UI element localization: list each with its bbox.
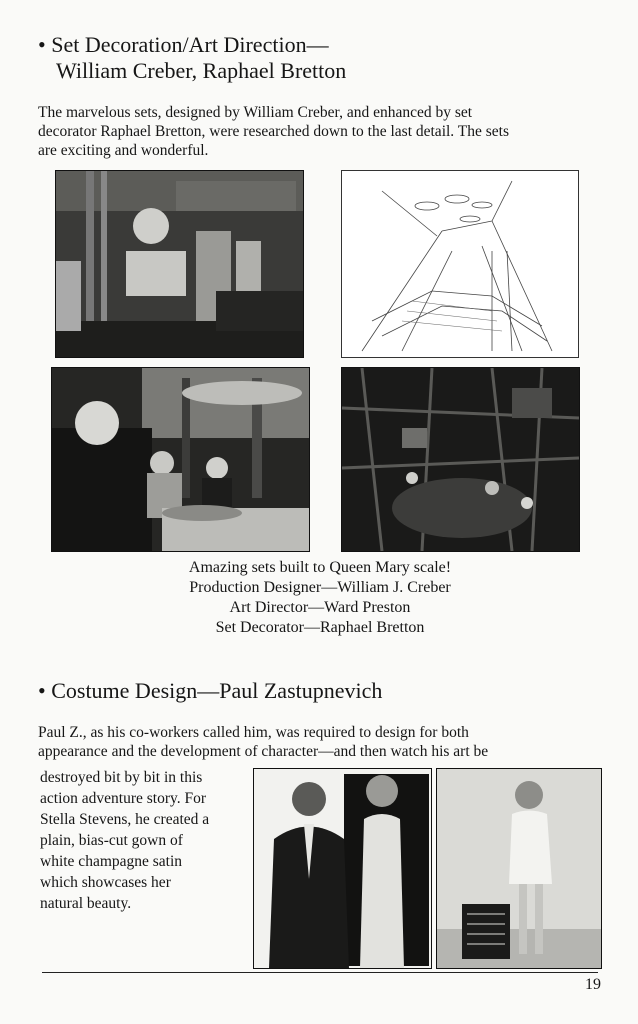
set-photos-caption xyxy=(120,558,520,638)
costume-paragraph-wrap: destroyed bit by bit in this action adventure story. For Stella Stevens, he created a plain, bias-cut gown of white champagne satin which showcases her natural beauty. xyxy=(40,769,210,912)
footer-rule xyxy=(42,972,598,973)
section-heading-set-decoration xyxy=(38,32,346,84)
dining-room-scene-photo xyxy=(51,367,310,552)
page-number: 19 xyxy=(585,976,601,993)
heading-line-2: William Creber, Raphael Bretton xyxy=(56,58,347,83)
heading-line-1: • Set Decoration/Art Direction— xyxy=(38,32,329,57)
section-heading-costume-design: • Costume Design—Paul Zastupnevich xyxy=(38,678,383,703)
caption-line: Production Designer—William J. Creber xyxy=(189,579,451,596)
costume-test-photo xyxy=(436,768,602,969)
costume-paragraph-intro: Paul Z., as his co-workers called him, was required to design for both appearance and the development of character—and then watch his art be xyxy=(38,724,489,760)
designer-with-actress-photo xyxy=(253,768,432,969)
caption-line: Set Decorator—Raphael Bretton xyxy=(215,619,425,636)
caption-line: Amazing sets built to Queen Mary scale! xyxy=(188,559,452,576)
set-construction-photo xyxy=(55,170,304,358)
engine-room-set-photo xyxy=(341,367,580,552)
set-design-sketch xyxy=(341,170,579,358)
caption-line: Art Director—Ward Preston xyxy=(229,599,411,616)
set-decoration-paragraph: The marvelous sets, designed by William Creber, and enhanced by set decorator Raphael Bretton, were researched down to the last detail. The sets are exciting and wonderful. xyxy=(38,104,509,159)
